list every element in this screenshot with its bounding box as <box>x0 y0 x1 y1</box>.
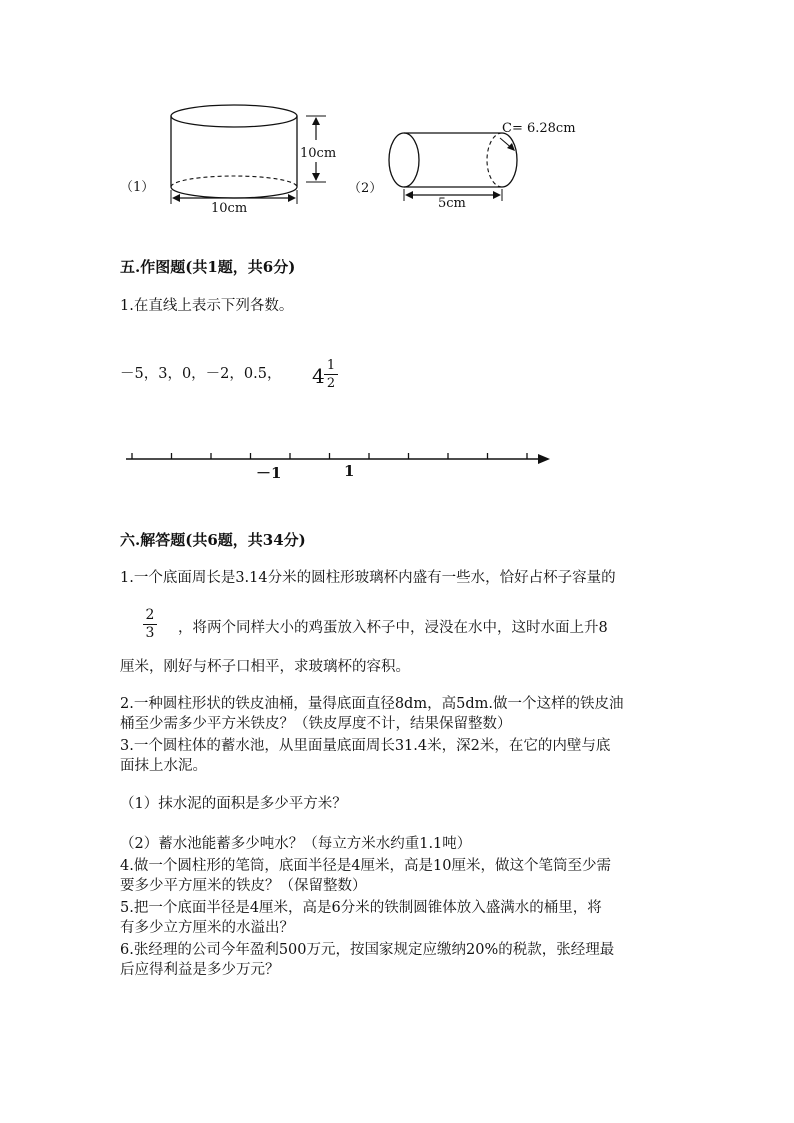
mixed-number-whole: 4 <box>312 364 325 388</box>
figure-2-label: （2） <box>348 181 383 196</box>
axis-label-neg1: －1 <box>256 464 282 482</box>
q1-line-2: ，将两个同样大小的鸡蛋放入杯子中，浸没在水中，这时水面上升8 <box>178 620 608 636</box>
mixed-number-fraction <box>324 358 338 391</box>
q6-line-2: 后应得利益是多少万元？ <box>120 962 280 978</box>
q6-line-1: 6.张经理的公司今年盈利500万元，按国家规定应缴纳20%的税款，张经理最 <box>120 942 615 958</box>
mixed-number <box>312 358 352 394</box>
mixed-number-numerator: 1 <box>326 358 336 373</box>
figure-1-height-label: 10cm <box>300 146 337 161</box>
q3-line-2: 面抹上水泥。 <box>120 758 207 774</box>
q2-line-2: 桶至少需多少平方米铁皮？（铁皮厚度不计，结果保留整数） <box>120 716 512 732</box>
q1-fraction-denominator: 3 <box>145 625 155 641</box>
figure-1-label: （1） <box>120 180 155 195</box>
q1-line-1: 1.一个底面周长是3.14分米的圆柱形玻璃杯内盛有一些水，恰好占杯子容量的 <box>120 570 616 586</box>
section-5-heading: 五.作图题(共1题，共6分) <box>120 258 296 276</box>
section-6-heading: 六.解答题(共6题，共34分) <box>120 531 306 549</box>
q4-line-1: 4.做一个圆柱形的笔筒，底面半径是4厘米，高是10厘米，做这个笔筒至少需 <box>120 858 612 874</box>
mixed-number-denominator: 2 <box>326 376 336 391</box>
number-line <box>120 448 560 472</box>
figure-1-diameter-label: 10cm <box>211 201 248 216</box>
q3-sub-1: （1）抹水泥的面积是多少平方米？ <box>120 796 347 812</box>
q3-line-1: 3.一个圆柱体的蓄水池，从里面量底面周长31.4米，深2米，在它的内壁与底 <box>120 738 611 754</box>
q3-sub-2: （2）蓄水池能蓄多少吨水？（每立方米水约重1.1吨） <box>120 836 472 852</box>
q4-line-2: 要多少平方厘米的铁皮？（保留整数） <box>120 878 367 894</box>
section-5-question-1: 1.在直线上表示下列各数。 <box>120 298 294 314</box>
numbers-list: －5，3，0，－2，0.5， <box>120 366 282 382</box>
q2-line-1: 2.一种圆柱形状的铁皮油桶，量得底面直径8dm，高5dm.做一个这样的铁皮油 <box>120 696 624 712</box>
q1-fraction <box>143 608 157 641</box>
q1-fraction-numerator: 2 <box>145 607 155 623</box>
q1-line-3: 厘米，刚好与杯子口相平，求玻璃杯的容积。 <box>120 659 410 675</box>
q5-line-2: 有多少立方厘米的水溢出？ <box>120 920 294 936</box>
figure-2-circumference-label: C= 6.28cm <box>502 121 576 136</box>
axis-label-1: 1 <box>344 462 355 480</box>
q5-line-1: 5.把一个底面半径是4厘米，高是6分米的铁制圆锥体放入盛满水的桶里，将 <box>120 900 602 916</box>
figure-2-length-label: 5cm <box>438 196 466 211</box>
